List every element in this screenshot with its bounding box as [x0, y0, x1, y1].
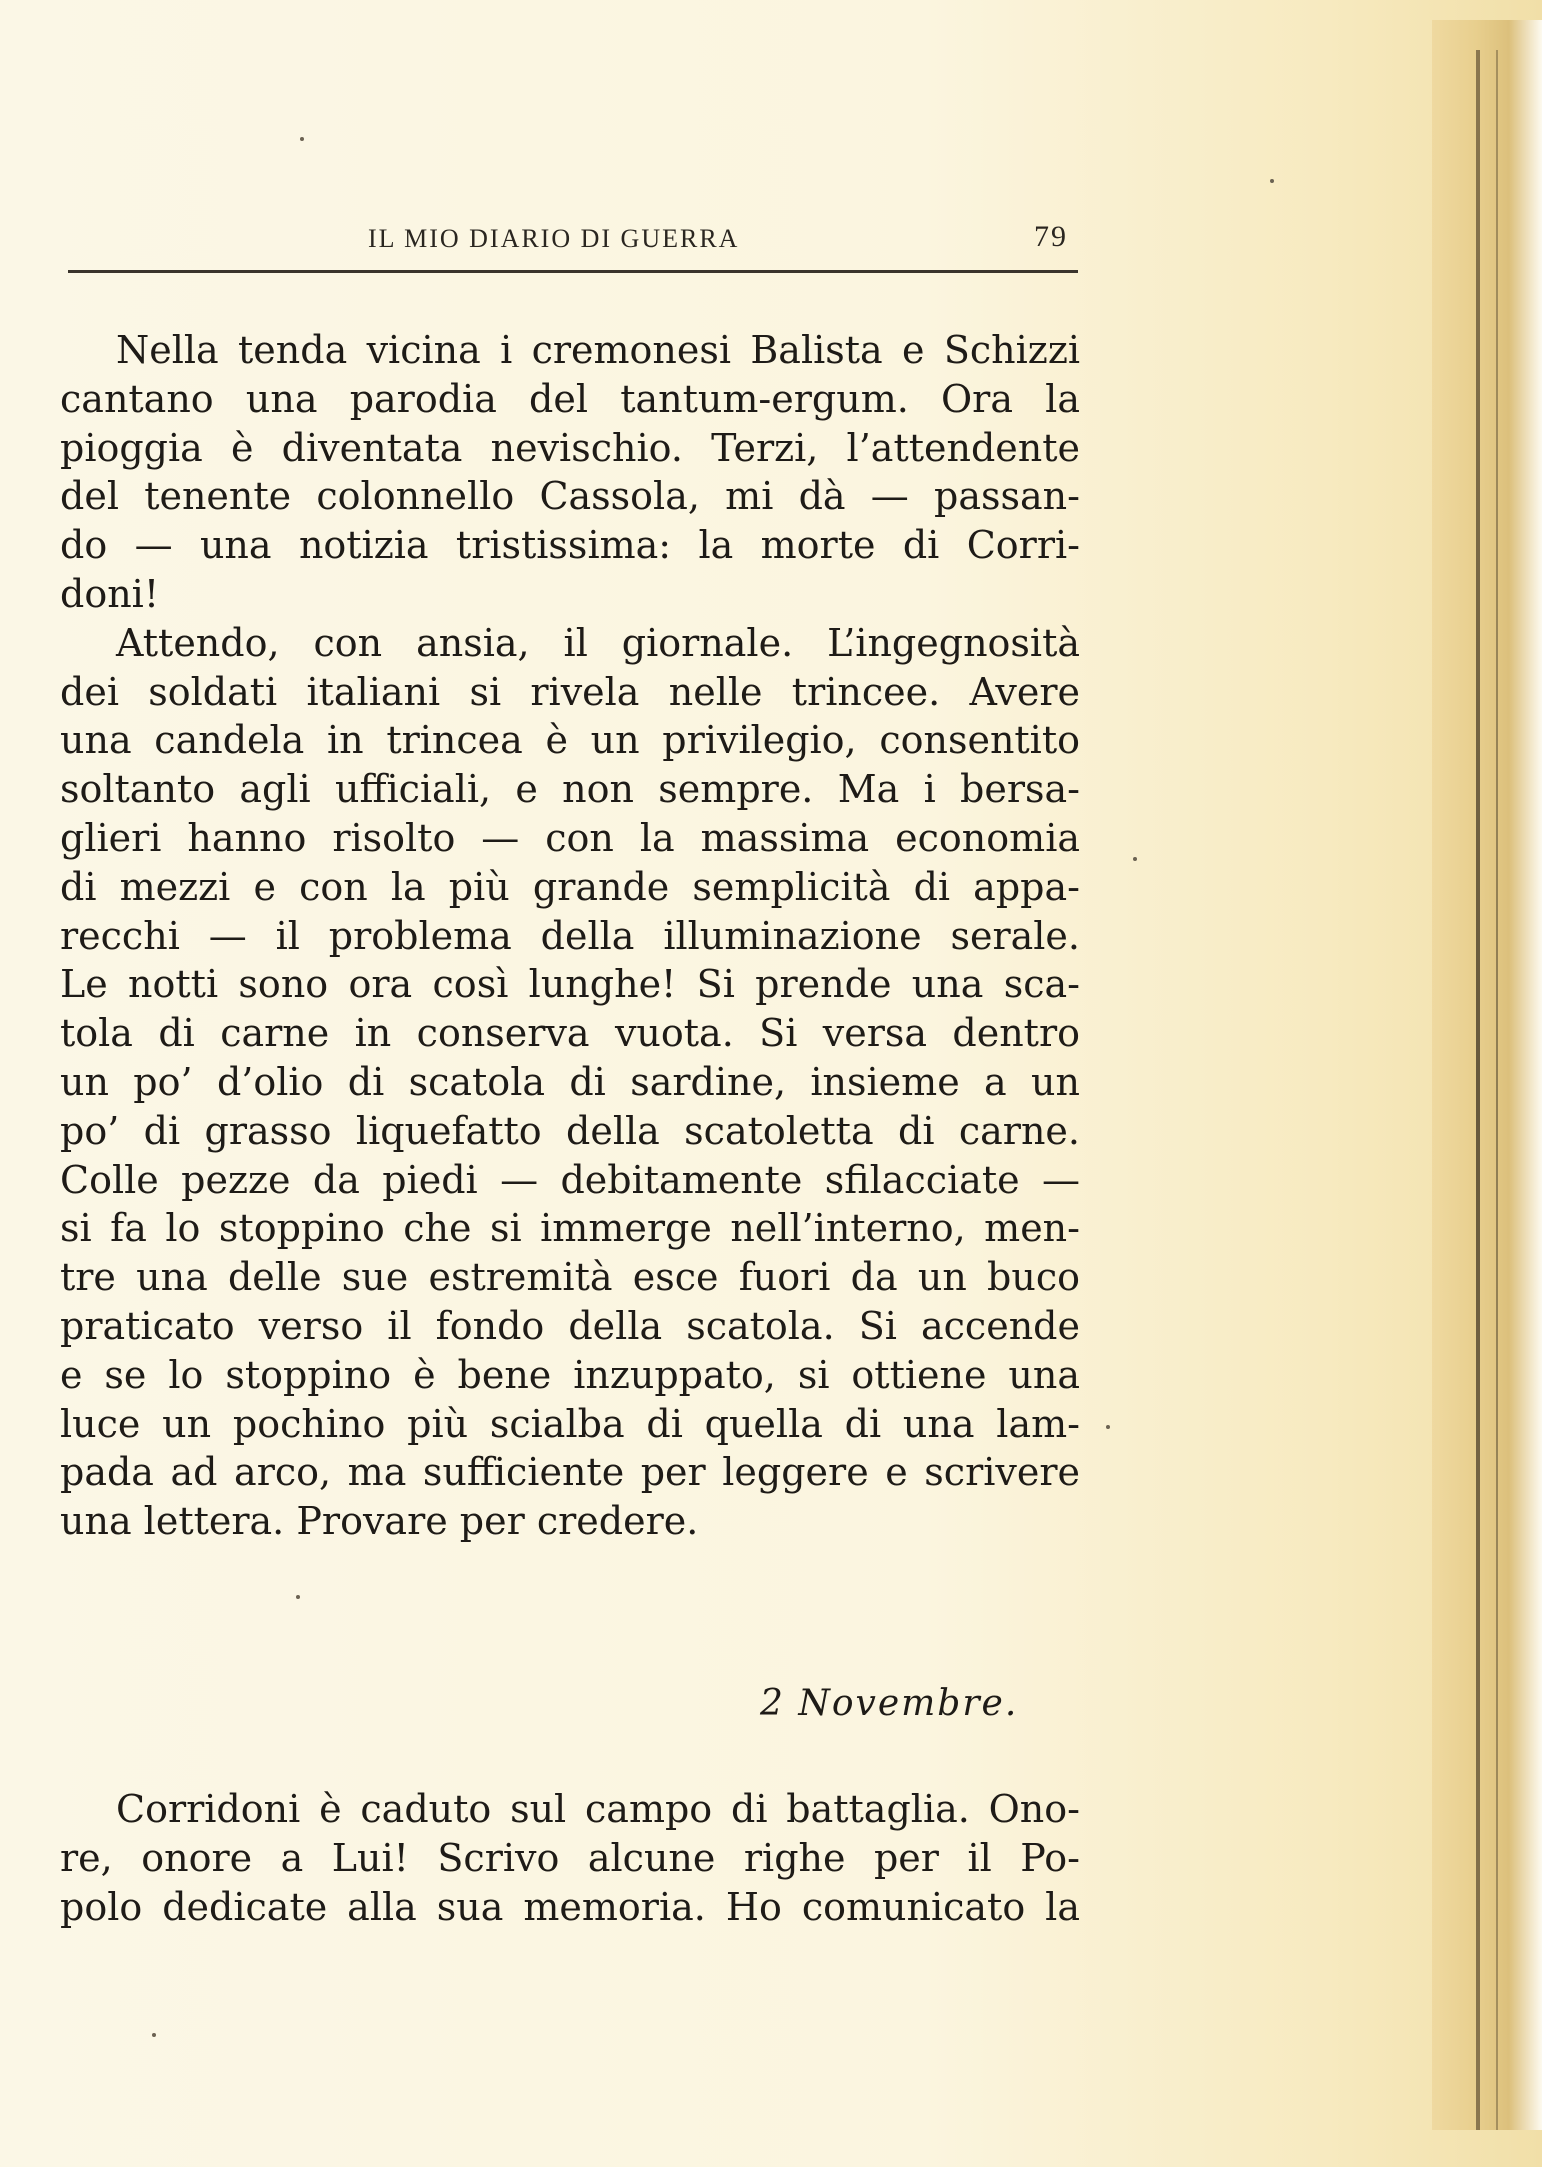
- text-line: Colle pezze da piedi — debitamente sfilacciate —: [60, 1157, 1080, 1202]
- header-rule: [68, 270, 1078, 273]
- text-line: doni!: [60, 571, 160, 616]
- paper-speck: [1133, 857, 1137, 861]
- text-line: glieri hanno risolto — con la massima economia: [60, 815, 1080, 860]
- text-line: tre una delle sue estremità esce fuori da un buco: [60, 1255, 1080, 1300]
- spine-shadow-line: [1496, 50, 1498, 2130]
- running-header: [68, 218, 1078, 258]
- text-line: polo dedicate alla sua memoria. Ho comunicato la: [60, 1884, 1080, 1929]
- body-text: [60, 326, 1080, 1546]
- paper-speck: [1270, 179, 1274, 183]
- text-line: un po’ d’olio di scatola di sardine, insieme a un: [60, 1059, 1080, 1104]
- paper-speck: [300, 137, 304, 141]
- page-number: 79: [1034, 220, 1068, 253]
- paper-speck: [1106, 1425, 1110, 1429]
- text-line: do — una notizia tristissima: la morte di Corri-: [60, 523, 1080, 568]
- paper-speck: [152, 2033, 156, 2037]
- text-line: Attendo, con ansia, il giornale. L’ingegnosità: [116, 620, 1080, 665]
- book-spine: [1432, 20, 1542, 2130]
- text-line: di mezzi e con la più grande semplicità di appa-: [60, 864, 1080, 909]
- text-line: po’ di grasso liquefatto della scatoletta di carne.: [60, 1108, 1080, 1153]
- text-line: tola di carne in conserva vuota. Si versa dentro: [60, 1011, 1080, 1056]
- date-heading: 2 Novembre.: [760, 1683, 1019, 1724]
- paper-speck: [296, 1595, 300, 1599]
- body-text-continued: [60, 1785, 1080, 1931]
- text-line: del tenente colonnello Cassola, mi dà — passan-: [60, 474, 1080, 519]
- text-line: dei soldati italiani si rivela nelle trincee. Avere: [60, 669, 1080, 714]
- spine-shadow-line: [1476, 50, 1480, 2130]
- text-line: si fa lo stoppino che si immerge nell’interno, men-: [60, 1206, 1080, 1251]
- text-line: una candela in trincea è un privilegio, consentito: [60, 718, 1080, 763]
- text-line: recchi — il problema della illuminazione serale.: [60, 913, 1080, 958]
- text-line: Nella tenda vicina i cremonesi Balista e Schizzi: [116, 328, 1080, 372]
- text-line: una lettera. Provare per credere.: [60, 1499, 699, 1544]
- text-line: pada ad arco, ma sufficiente per leggere e scrivere: [60, 1450, 1080, 1495]
- text-line: e se lo stoppino è bene inzuppato, si ottiene una: [60, 1352, 1080, 1397]
- text-line: pioggia è diventata nevischio. Terzi, l’attendente: [60, 425, 1080, 470]
- text-line: luce un pochino più scialba di quella di una lam-: [60, 1401, 1080, 1446]
- text-line: re, onore a Lui! Scrivo alcune righe per il Po-: [60, 1835, 1080, 1880]
- running-title: IL MIO DIARIO DI GUERRA: [368, 224, 740, 253]
- text-line: praticato verso il fondo della scatola. Si accende: [60, 1303, 1080, 1348]
- text-line: cantano una parodia del tantum-ergum. Ora la: [60, 376, 1080, 421]
- text-line: soltanto agli ufficiali, e non sempre. Ma i bersa-: [60, 767, 1080, 812]
- text-line: Corridoni è caduto sul campo di battaglia. Ono-: [116, 1787, 1080, 1831]
- text-line: Le notti sono ora così lunghe! Si prende una sca-: [60, 962, 1080, 1007]
